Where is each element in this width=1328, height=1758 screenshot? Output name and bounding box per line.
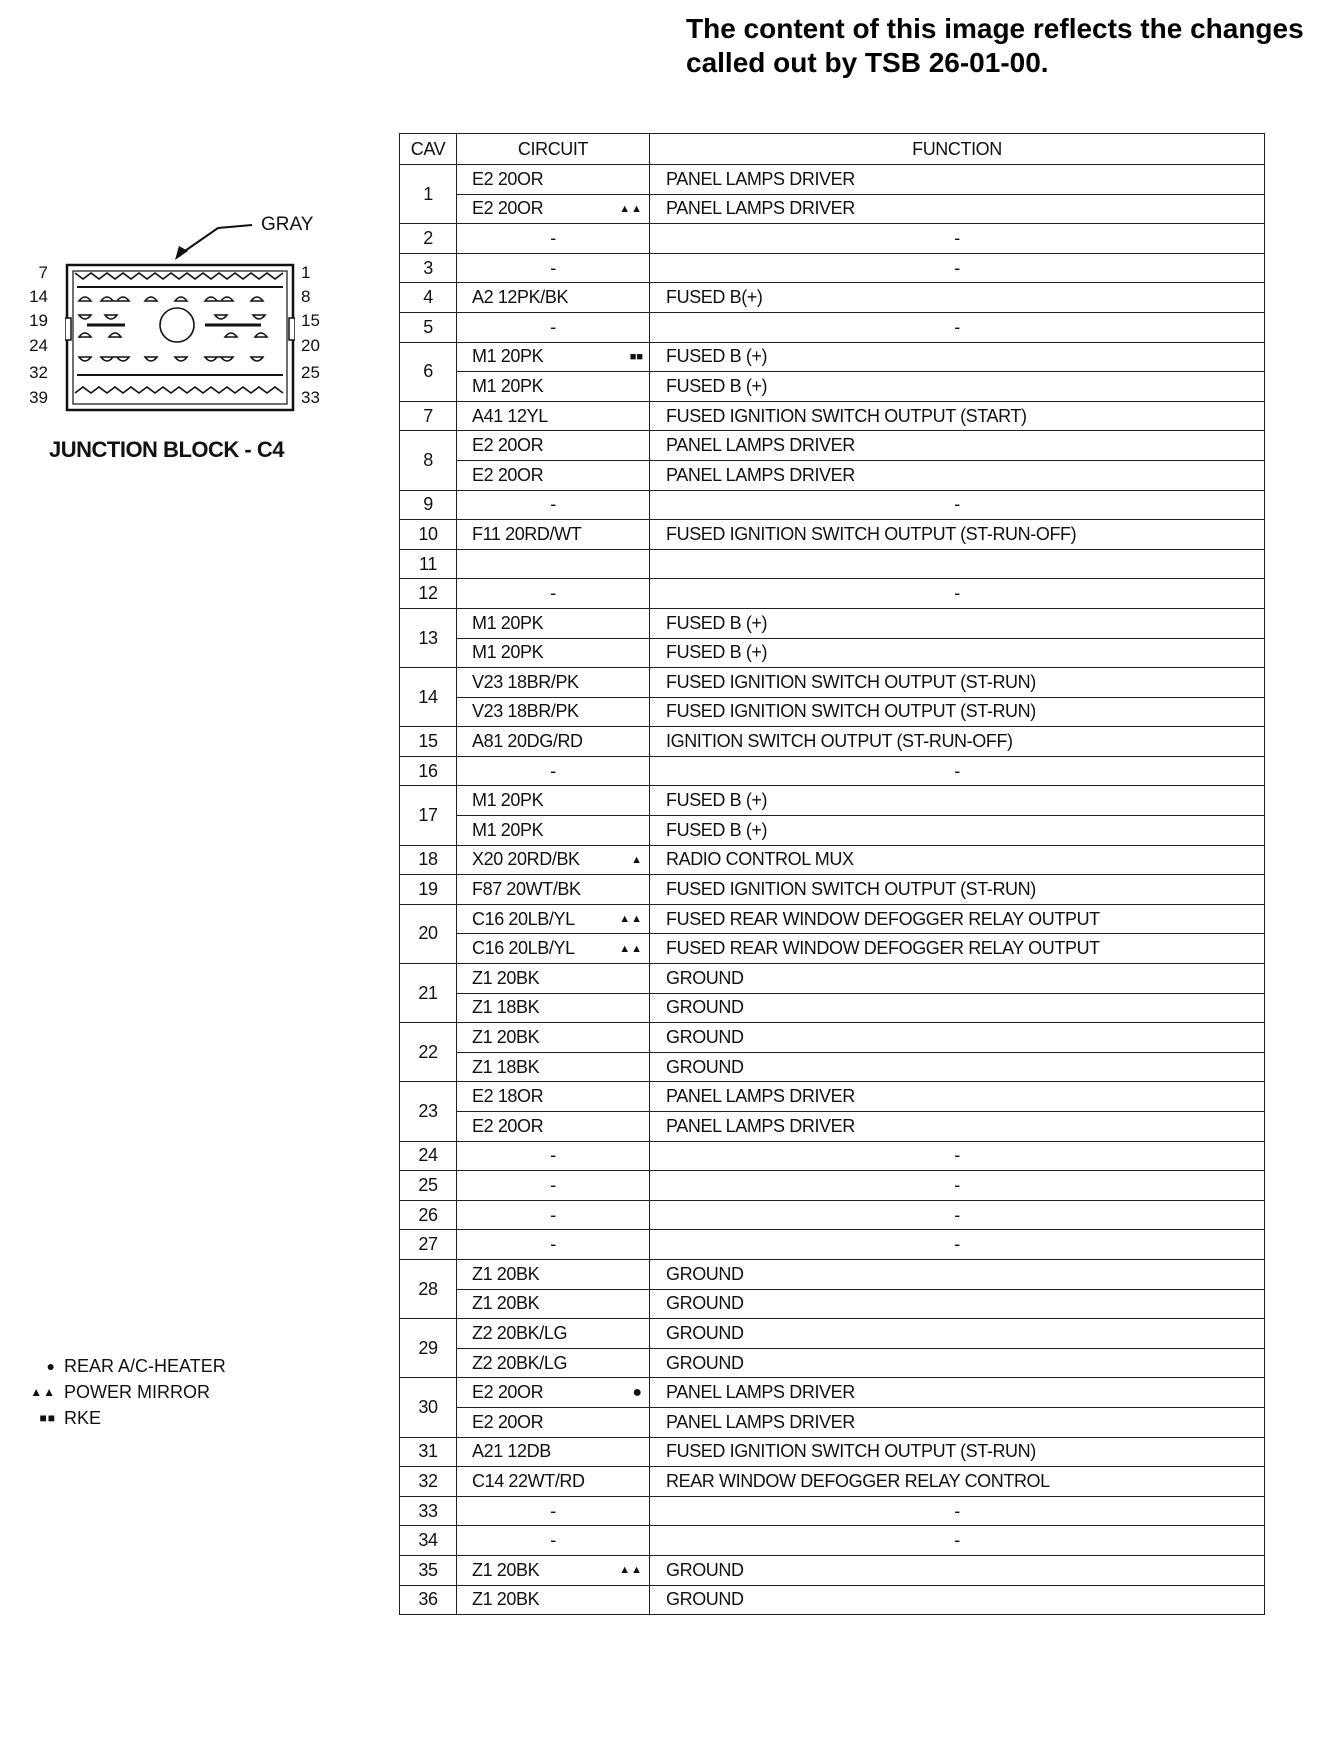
cav-number: 14 — [400, 668, 457, 727]
table-row — [400, 993, 1265, 1023]
pin-label-8: 8 — [301, 287, 311, 306]
function-cell: - — [650, 579, 1265, 609]
legend — [20, 1353, 226, 1431]
function-cell: IGNITION SWITCH OUTPUT (ST-RUN-OFF) — [650, 727, 1265, 757]
circuit-cell — [457, 1319, 650, 1349]
circuit-cell — [457, 1526, 650, 1556]
function-cell: GROUND — [650, 1023, 1265, 1053]
circuit-cell — [457, 875, 650, 905]
circuit-cell — [457, 1585, 650, 1615]
table-row — [400, 816, 1265, 846]
table-row — [400, 1023, 1265, 1053]
circuit-code: V23 18BR/PK — [472, 671, 579, 692]
table-row — [400, 756, 1265, 786]
circuit-cell — [457, 312, 650, 342]
cav-number: 17 — [400, 786, 457, 845]
function-cell: GROUND — [650, 1289, 1265, 1319]
function-cell: PANEL LAMPS DRIVER — [650, 1082, 1265, 1112]
circuit-cell — [457, 520, 650, 550]
function-cell: - — [650, 253, 1265, 283]
function-cell: FUSED IGNITION SWITCH OUTPUT (START) — [650, 401, 1265, 431]
legend-label: POWER MIRROR — [64, 1381, 210, 1402]
circuit-cell — [457, 1407, 650, 1437]
circuit-cell — [457, 490, 650, 520]
tsb-note — [686, 12, 1316, 80]
function-cell: PANEL LAMPS DRIVER — [650, 1378, 1265, 1408]
table-row — [400, 1171, 1265, 1201]
table-row — [400, 490, 1265, 520]
legend-label: REAR A/C-HEATER — [64, 1355, 226, 1376]
table-row — [400, 1496, 1265, 1526]
function-cell: PANEL LAMPS DRIVER — [650, 1407, 1265, 1437]
circuit-code: E2 20OR — [472, 435, 544, 456]
double-triangle-icon: ▲▲ — [619, 942, 643, 955]
cav-number: 6 — [400, 342, 457, 401]
circuit-code: V23 18BR/PK — [472, 701, 579, 722]
function-cell: FUSED B (+) — [650, 816, 1265, 846]
function-cell: PANEL LAMPS DRIVER — [650, 1112, 1265, 1142]
function-cell: - — [650, 1200, 1265, 1230]
circuit-cell — [457, 460, 650, 490]
cav-number: 30 — [400, 1378, 457, 1437]
circuit-cell — [457, 1141, 650, 1171]
cav-number: 7 — [400, 401, 457, 431]
cav-number: 29 — [400, 1319, 457, 1378]
table-row — [400, 1526, 1265, 1556]
circuit-code: Z1 20BK — [472, 1027, 540, 1048]
table-row — [400, 1378, 1265, 1408]
function-cell: GROUND — [650, 993, 1265, 1023]
cav-number: 27 — [400, 1230, 457, 1260]
cav-number: 36 — [400, 1585, 457, 1615]
gray-pointer-arrow — [20, 210, 340, 270]
function-cell: - — [650, 756, 1265, 786]
circuit-cell — [457, 904, 650, 934]
function-cell: - — [650, 1526, 1265, 1556]
circuit-code: F87 20WT/BK — [472, 879, 581, 900]
table-body — [400, 165, 1265, 1615]
cav-number: 12 — [400, 579, 457, 609]
circuit-code: Z1 20BK — [472, 1589, 540, 1610]
cav-number: 3 — [400, 253, 457, 283]
function-cell: - — [650, 312, 1265, 342]
pin-label-20: 20 — [301, 336, 320, 355]
circuit-cell — [457, 993, 650, 1023]
circuit-code: - — [550, 1145, 556, 1166]
pin-label-7: 7 — [38, 263, 48, 282]
double-triangle-icon: ▲▲ — [30, 1385, 56, 1399]
circuit-code: M1 20PK — [472, 346, 544, 367]
table-row — [400, 1289, 1265, 1319]
circuit-code: E2 20OR — [472, 1115, 544, 1136]
pin-label-32: 32 — [29, 363, 48, 382]
cav-number: 25 — [400, 1171, 457, 1201]
cav-number: 33 — [400, 1496, 457, 1526]
header-function: FUNCTION — [650, 134, 1265, 165]
circuit-code: M1 20PK — [472, 375, 544, 396]
function-cell: - — [650, 224, 1265, 254]
cav-number: 2 — [400, 224, 457, 254]
cav-number: 10 — [400, 520, 457, 550]
circuit-cell — [457, 845, 650, 875]
circuit-code: M1 20PK — [472, 790, 544, 811]
circuit-code: M1 20PK — [472, 819, 544, 840]
cav-number: 4 — [400, 283, 457, 313]
circuit-cell — [457, 549, 650, 579]
circuit-code: A21 12DB — [472, 1441, 551, 1462]
circuit-cell — [457, 1082, 650, 1112]
function-cell: REAR WINDOW DEFOGGER RELAY CONTROL — [650, 1467, 1265, 1497]
table-row — [400, 1082, 1265, 1112]
table-row — [400, 1200, 1265, 1230]
table-row — [400, 549, 1265, 579]
function-cell: FUSED B (+) — [650, 342, 1265, 372]
table-row — [400, 1348, 1265, 1378]
pin-label-1: 1 — [301, 263, 311, 282]
table-row — [400, 1052, 1265, 1082]
legend-label: RKE — [64, 1407, 102, 1428]
circuit-cell — [457, 1200, 650, 1230]
circuit-code: C16 20LB/YL — [472, 908, 575, 929]
function-cell: FUSED IGNITION SWITCH OUTPUT (ST-RUN) — [650, 697, 1265, 727]
circuit-code: - — [550, 1204, 556, 1225]
connector-face-drawing — [65, 263, 295, 413]
circuit-cell — [457, 1112, 650, 1142]
table-row — [400, 283, 1265, 313]
table-row — [400, 1437, 1265, 1467]
cav-number: 9 — [400, 490, 457, 520]
table-row — [400, 875, 1265, 905]
dot-icon: ● — [632, 1383, 643, 1401]
legend-item-power-mirror — [20, 1379, 226, 1405]
function-cell: FUSED B (+) — [650, 638, 1265, 668]
function-cell: FUSED REAR WINDOW DEFOGGER RELAY OUTPUT — [650, 934, 1265, 964]
function-cell — [650, 549, 1265, 579]
circuit-cell — [457, 224, 650, 254]
circuit-code: Z1 20BK — [472, 1559, 540, 1580]
function-cell: GROUND — [650, 1052, 1265, 1082]
table-row — [400, 638, 1265, 668]
header-circuit: CIRCUIT — [457, 134, 650, 165]
circuit-code: - — [550, 316, 556, 337]
function-cell: FUSED REAR WINDOW DEFOGGER RELAY OUTPUT — [650, 904, 1265, 934]
circuit-cell — [457, 638, 650, 668]
function-cell: GROUND — [650, 1348, 1265, 1378]
function-cell: GROUND — [650, 1259, 1265, 1289]
circuit-cell — [457, 1023, 650, 1053]
circuit-code: X20 20RD/BK — [472, 849, 580, 870]
double-square-icon: ■■ — [629, 350, 643, 363]
function-cell: FUSED IGNITION SWITCH OUTPUT (ST-RUN) — [650, 875, 1265, 905]
circuit-cell — [457, 342, 650, 372]
double-triangle-icon: ▲▲ — [619, 1564, 643, 1577]
function-cell: - — [650, 1141, 1265, 1171]
pin-label-14: 14 — [29, 287, 48, 306]
pin-label-33: 33 — [301, 388, 320, 407]
table-row — [400, 342, 1265, 372]
circuit-code: - — [550, 227, 556, 248]
circuit-cell — [457, 727, 650, 757]
table-row — [400, 1467, 1265, 1497]
function-cell: GROUND — [650, 1555, 1265, 1585]
cav-number: 11 — [400, 549, 457, 579]
circuit-cell — [457, 1378, 650, 1408]
function-cell: PANEL LAMPS DRIVER — [650, 194, 1265, 224]
function-cell: - — [650, 1230, 1265, 1260]
circuit-cell — [457, 1259, 650, 1289]
legend-item-rear-ac-heater — [20, 1353, 226, 1379]
function-cell: - — [650, 1496, 1265, 1526]
connector-color-label: GRAY — [261, 214, 314, 235]
circuit-code: Z2 20BK/LG — [472, 1352, 568, 1373]
tsb-note-line-2: called out by TSB 26-01-00. — [686, 47, 1049, 78]
circuit-code: A81 20DG/RD — [472, 731, 583, 752]
cavity-table — [399, 133, 1265, 1615]
table-row — [400, 460, 1265, 490]
circuit-code: Z1 20BK — [472, 1293, 540, 1314]
circuit-cell — [457, 1496, 650, 1526]
circuit-code: - — [550, 1174, 556, 1195]
pin-label-19: 19 — [29, 311, 48, 330]
circuit-code: E2 20OR — [472, 1382, 544, 1403]
cav-number: 19 — [400, 875, 457, 905]
connector-diagram — [20, 210, 340, 460]
circuit-cell — [457, 431, 650, 461]
table-row — [400, 1259, 1265, 1289]
table-row — [400, 1585, 1265, 1615]
cav-number: 34 — [400, 1526, 457, 1556]
cav-number: 35 — [400, 1555, 457, 1585]
circuit-cell — [457, 372, 650, 402]
function-cell: FUSED IGNITION SWITCH OUTPUT (ST-RUN) — [650, 668, 1265, 698]
cav-number: 18 — [400, 845, 457, 875]
table-row — [400, 372, 1265, 402]
table-row — [400, 1407, 1265, 1437]
circuit-code: M1 20PK — [472, 642, 544, 663]
circuit-code: M1 20PK — [472, 612, 544, 633]
cav-number: 24 — [400, 1141, 457, 1171]
circuit-cell — [457, 1348, 650, 1378]
pin-label-24: 24 — [29, 336, 48, 355]
table-row — [400, 697, 1265, 727]
function-cell: GROUND — [650, 1319, 1265, 1349]
table-row — [400, 964, 1265, 994]
function-cell: GROUND — [650, 1585, 1265, 1615]
function-cell: FUSED IGNITION SWITCH OUTPUT (ST-RUN) — [650, 1437, 1265, 1467]
table-header-row — [400, 134, 1265, 165]
double-triangle-icon: ▲▲ — [619, 913, 643, 926]
table-row — [400, 579, 1265, 609]
circuit-cell — [457, 579, 650, 609]
cav-number: 13 — [400, 608, 457, 667]
circuit-code: C16 20LB/YL — [472, 938, 575, 959]
circuit-code: - — [550, 1530, 556, 1551]
cav-number: 21 — [400, 964, 457, 1023]
circuit-cell — [457, 165, 650, 195]
circuit-code: - — [550, 1500, 556, 1521]
function-cell: FUSED B (+) — [650, 608, 1265, 638]
cav-number: 1 — [400, 165, 457, 224]
circuit-code: Z1 20BK — [472, 1263, 540, 1284]
circuit-cell — [457, 1467, 650, 1497]
circuit-code: - — [550, 583, 556, 604]
circuit-code: E2 20OR — [472, 1411, 544, 1432]
circuit-cell — [457, 668, 650, 698]
circuit-code: C14 22WT/RD — [472, 1470, 585, 1491]
cav-number: 22 — [400, 1023, 457, 1082]
circuit-cell — [457, 608, 650, 638]
function-cell: FUSED B (+) — [650, 786, 1265, 816]
junction-block-title: JUNCTION BLOCK - C4 — [49, 437, 284, 462]
circuit-cell — [457, 194, 650, 224]
table-row — [400, 431, 1265, 461]
triangle-icon: ▲ — [631, 853, 643, 866]
circuit-cell — [457, 934, 650, 964]
circuit-cell — [457, 1555, 650, 1585]
function-cell: - — [650, 1171, 1265, 1201]
circuit-cell — [457, 253, 650, 283]
circuit-cell — [457, 816, 650, 846]
circuit-code: - — [550, 257, 556, 278]
cav-number: 26 — [400, 1200, 457, 1230]
function-cell: FUSED B(+) — [650, 283, 1265, 313]
circuit-code: Z2 20BK/LG — [472, 1322, 568, 1343]
circuit-code: E2 20OR — [472, 198, 544, 219]
table-row — [400, 224, 1265, 254]
cav-number: 23 — [400, 1082, 457, 1141]
circuit-code: A2 12PK/BK — [472, 287, 569, 308]
function-cell: PANEL LAMPS DRIVER — [650, 460, 1265, 490]
circuit-cell — [457, 1289, 650, 1319]
function-cell: - — [650, 490, 1265, 520]
circuit-cell — [457, 756, 650, 786]
pin-label-15: 15 — [301, 311, 320, 330]
cav-number: 31 — [400, 1437, 457, 1467]
circuit-code: - — [550, 1234, 556, 1255]
legend-item-rke — [20, 1405, 226, 1431]
cav-number: 20 — [400, 904, 457, 963]
circuit-cell — [457, 1052, 650, 1082]
table-row — [400, 904, 1265, 934]
function-cell: GROUND — [650, 964, 1265, 994]
table-row — [400, 194, 1265, 224]
circuit-code: F11 20RD/WT — [472, 523, 582, 544]
cav-number: 5 — [400, 312, 457, 342]
function-cell: FUSED IGNITION SWITCH OUTPUT (ST-RUN-OFF) — [650, 520, 1265, 550]
tsb-note-line-1: The content of this image reflects the changes — [686, 13, 1304, 44]
circuit-cell — [457, 964, 650, 994]
circuit-cell — [457, 786, 650, 816]
table-row — [400, 845, 1265, 875]
double-square-icon: ■■ — [39, 1411, 56, 1425]
table-row — [400, 1555, 1265, 1585]
table-row — [400, 786, 1265, 816]
table-row — [400, 1319, 1265, 1349]
circuit-code: - — [550, 760, 556, 781]
table-row — [400, 1141, 1265, 1171]
circuit-cell — [457, 1230, 650, 1260]
table-row — [400, 608, 1265, 638]
circuit-cell — [457, 697, 650, 727]
table-row — [400, 165, 1265, 195]
circuit-code: E2 20OR — [472, 168, 544, 189]
circuit-code: Z1 20BK — [472, 967, 540, 988]
double-triangle-icon: ▲▲ — [619, 202, 643, 215]
circuit-code: - — [550, 494, 556, 515]
cav-number: 8 — [400, 431, 457, 490]
pin-label-25: 25 — [301, 363, 320, 382]
table-row — [400, 1230, 1265, 1260]
function-cell: PANEL LAMPS DRIVER — [650, 431, 1265, 461]
circuit-cell — [457, 283, 650, 313]
circuit-code: A41 12YL — [472, 405, 548, 426]
circuit-cell — [457, 401, 650, 431]
table-row — [400, 668, 1265, 698]
circuit-code: E2 20OR — [472, 464, 544, 485]
table-row — [400, 312, 1265, 342]
table-row — [400, 934, 1265, 964]
table-row — [400, 727, 1265, 757]
table-row — [400, 1112, 1265, 1142]
table-row — [400, 253, 1265, 283]
circuit-code: E2 18OR — [472, 1086, 544, 1107]
cav-number: 28 — [400, 1259, 457, 1318]
function-cell: FUSED B (+) — [650, 372, 1265, 402]
table-row — [400, 401, 1265, 431]
cav-number: 16 — [400, 756, 457, 786]
circuit-cell — [457, 1437, 650, 1467]
circuit-cell — [457, 1171, 650, 1201]
function-cell: RADIO CONTROL MUX — [650, 845, 1265, 875]
dot-icon: ● — [46, 1358, 56, 1374]
table-row — [400, 520, 1265, 550]
circuit-code: Z1 18BK — [472, 997, 540, 1018]
cav-number: 32 — [400, 1467, 457, 1497]
function-cell: PANEL LAMPS DRIVER — [650, 165, 1265, 195]
header-cav: CAV — [400, 134, 457, 165]
circuit-code: Z1 18BK — [472, 1056, 540, 1077]
pin-label-39: 39 — [29, 388, 48, 407]
cav-number: 15 — [400, 727, 457, 757]
